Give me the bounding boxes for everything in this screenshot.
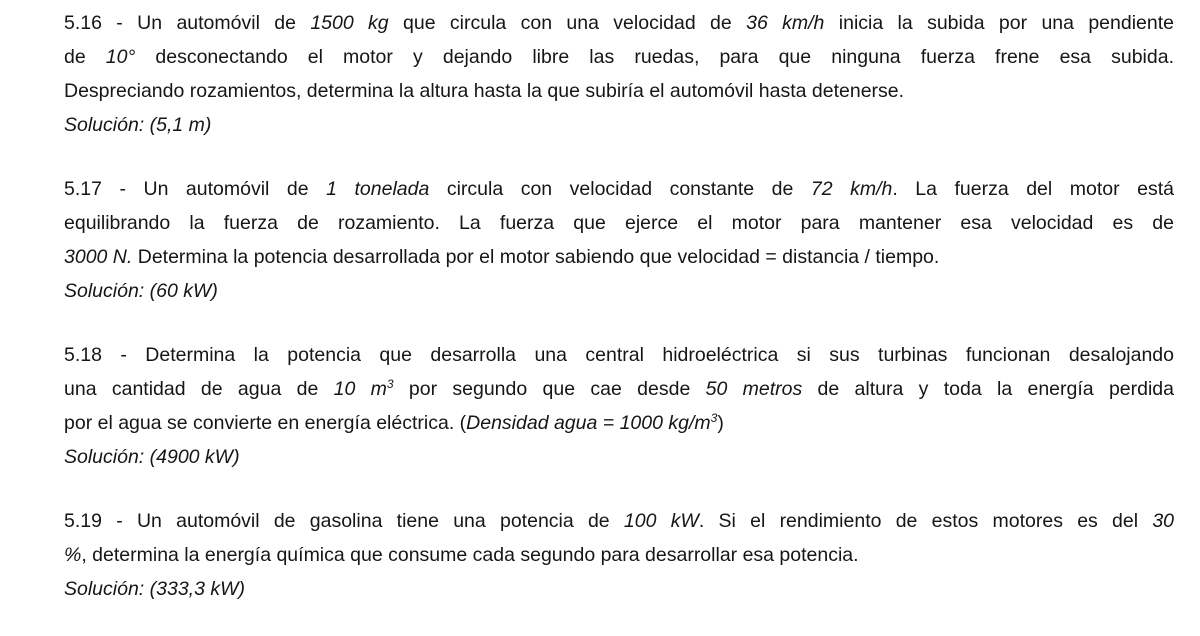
text-run: que circula con una velocidad de [388,12,747,34]
text-run: Determina la potencia desarrollada por el motor sabiendo que velocidad = distancia / tiempo. [132,246,940,268]
italic-value: 100 kW [623,510,699,532]
text-run: una cantidad de agua de [64,378,334,400]
text-run: por el agua se convierte en energía eléctrica. ( [64,412,467,434]
superscript: 3 [710,411,718,425]
text-run: equilibrando la fuerza de rozamiento. La fuerza que ejerce el motor para mantener esa velocidad es de [64,212,1174,234]
problem-text-line [64,338,1174,372]
superscript: 3 [386,377,394,391]
text-run: circula con velocidad constante de [429,178,811,200]
solution-line: Solución: (333,3 kW) [64,578,245,600]
text-run: . Si el rendimiento de estos motores es del [698,510,1153,532]
text-run: Despreciando rozamientos, determina la altura hasta la que subiría el automóvil hasta detenerse. [64,80,905,102]
italic-value: % [64,544,82,566]
document-page [64,6,1174,636]
problem-text-line [64,74,1174,108]
italic-value: 3000 N. [64,246,133,268]
problem-5-19 [64,504,1174,606]
italic-value: 10 m [333,378,387,400]
text-run: 5.16 - Un automóvil de [64,12,311,34]
problem-text-line [64,240,1174,274]
text-run: de altura y toda la energía perdida [802,378,1174,400]
problem-text-line [64,6,1174,40]
italic-value: Densidad agua = 1000 kg/m [466,412,711,434]
italic-value: 1 tonelada [326,178,430,200]
text-run: . La fuerza del motor está [892,178,1174,200]
problem-5-17 [64,172,1174,308]
text-run: por segundo que cae desde [393,378,706,400]
problem-5-18 [64,338,1174,474]
solution-line: Solución: (5,1 m) [64,114,212,136]
problem-5-16 [64,6,1174,142]
problem-text-line [64,504,1174,538]
italic-value: 10° [105,46,136,68]
problem-text-line [64,372,1174,406]
italic-value: 36 km/h [746,12,825,34]
problem-text-line [64,538,1174,572]
solution-line: Solución: (4900 kW) [64,446,240,468]
text-run: 5.17 - Un automóvil de [64,178,327,200]
text-run: 5.19 - Un automóvil de gasolina tiene una potencia de [64,510,624,532]
italic-value: 50 metros [705,378,803,400]
italic-value: 30 [1152,510,1175,532]
text-run: inicia la subida por una pendiente [824,12,1175,34]
text-run: ) [717,412,724,434]
text-run: 5.18 - Determina la potencia que desarrolla una central hidroeléctrica si sus turbinas funcionan desalojando [64,344,1174,366]
solution-line: Solución: (60 kW) [64,280,218,302]
italic-value: 1500 kg [310,12,389,34]
problem-text-line [64,206,1174,240]
problem-text-line [64,172,1174,206]
text-run: desconectando el motor y dejando libre las ruedas, para que ninguna fuerza frene esa subida. [135,46,1174,68]
problem-text-line [64,406,1174,440]
text-run: de [64,46,106,68]
italic-value: 72 km/h [810,178,893,200]
problem-text-line [64,40,1174,74]
text-run: , determina la energía química que consume cada segundo para desarrollar esa potencia. [81,544,859,566]
